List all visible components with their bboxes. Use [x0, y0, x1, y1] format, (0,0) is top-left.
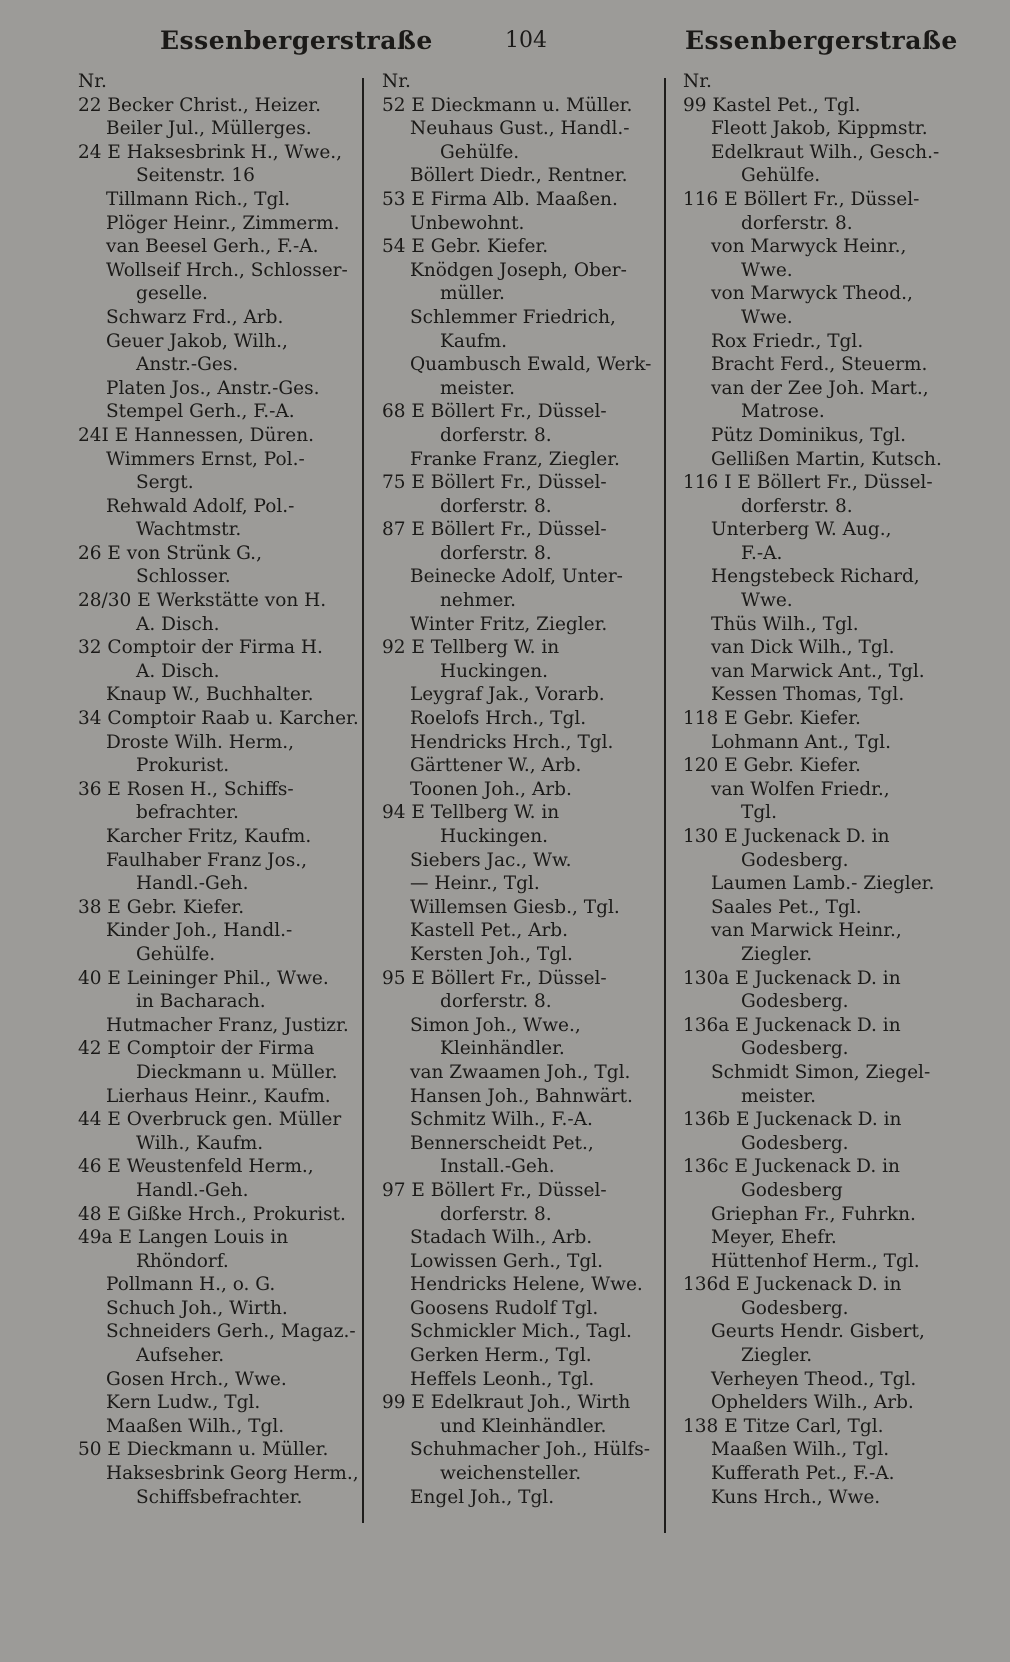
directory-entry-line: Sergt. [136, 472, 194, 494]
directory-entry-line: Hutmacher Franz, Justizr. [106, 1014, 349, 1036]
directory-entry-line: van Marwick Ant., Tgl. [711, 660, 925, 682]
directory-entry-line: Hüttenhof Herm., Tgl. [711, 1250, 920, 1272]
directory-entry-line: Droste Wilh. Herm., [106, 731, 294, 753]
directory-entry-line: 48 E Gißke Hrch., Prokurist. [78, 1203, 346, 1225]
directory-entry-line: van Beesel Gerh., F.-A. [106, 236, 319, 258]
directory-entry-line: 52 E Dieckmann u. Müller. [382, 94, 633, 116]
directory-entry-line: dorferstr. 8. [440, 991, 552, 1013]
directory-entry-line: befrachter. [136, 802, 239, 824]
directory-entry-line: 32 Comptoir der Firma H. [78, 637, 323, 659]
directory-entry-line: meister. [741, 1085, 816, 1107]
directory-entry-line: Roelofs Hrch., Tgl. [410, 708, 587, 730]
directory-entry-line: Ophelders Wilh., Arb. [711, 1392, 914, 1414]
directory-entry-line: Bennerscheidt Pet., [410, 1132, 594, 1154]
directory-entry-line: Matrose. [741, 401, 825, 423]
column-divider [664, 78, 666, 1533]
directory-entry-line: Stempel Gerh., F.-A. [106, 401, 295, 423]
directory-entry-line: Hendricks Helene, Wwe. [410, 1274, 643, 1296]
directory-entry-line: Gehülfe. [136, 943, 216, 965]
directory-entry-line: Griephan Fr., Fuhrkn. [711, 1203, 916, 1225]
directory-entry-line: Kinder Joh., Handl.- [106, 920, 293, 942]
directory-entry-line: Install.-Geh. [440, 1156, 555, 1178]
directory-entry-line: A. Disch. [136, 613, 220, 635]
directory-entry-line: Dieckmann u. Müller. [136, 1061, 338, 1083]
directory-entry-line: Thüs Wilh., Tgl. [711, 613, 859, 635]
directory-entry-line: Handl.-Geh. [136, 1179, 249, 1201]
directory-entry-line: Lohmann Ant., Tgl. [711, 731, 891, 753]
directory-entry-line: Wollseif Hrch., Schlosser- [106, 259, 348, 281]
directory-entry-line: Beinecke Adolf, Unter- [410, 566, 623, 588]
directory-entry-line: 68 E Böllert Fr., Düssel- [382, 401, 607, 423]
directory-entry-line: 130a E Juckenack D. in [683, 967, 901, 989]
directory-entry-line: 44 E Overbruck gen. Müller [78, 1109, 342, 1131]
column-1 [78, 70, 360, 1509]
directory-entry-line: Leygraf Jak., Vorarb. [410, 684, 605, 706]
directory-entry-line: Neuhaus Gust., Handl.- [410, 118, 630, 140]
directory-entry-line: Schuhmacher Joh., Hülfs- [410, 1439, 650, 1461]
directory-entry-line: Wimmers Ernst, Pol.- [106, 448, 305, 470]
directory-entry-line: Kastell Pet., Arb. [410, 920, 569, 942]
directory-entry-line: Godesberg. [741, 1132, 849, 1154]
directory-entry-line: Lowissen Gerh., Tgl. [410, 1250, 604, 1272]
directory-entry-line: van Wolfen Friedr., [711, 778, 890, 800]
directory-entry-line: 38 E Gebr. Kiefer. [78, 896, 245, 918]
directory-entry-line: Siebers Jac., Ww. [410, 849, 572, 871]
directory-entry-line: Kern Ludw., Tgl. [106, 1392, 261, 1414]
column-2 [382, 70, 665, 1509]
directory-entry-line: Fleott Jakob, Kippmstr. [711, 118, 928, 140]
directory-entry-line: Plöger Heinr., Zimmerm. [106, 212, 340, 234]
directory-entry-line: 46 E Weustenfeld Herm., [78, 1156, 314, 1178]
directory-entry-line: Anstr.-Ges. [136, 354, 239, 376]
directory-entry-line: nehmer. [440, 590, 516, 612]
directory-entry-line: 75 E Böllert Fr., Düssel- [382, 472, 607, 494]
directory-entry-line: A. Disch. [136, 660, 220, 682]
directory-entry-line: dorferstr. 8. [741, 495, 853, 517]
directory-entry-line: Kleinhändler. [440, 1038, 565, 1060]
directory-entry-line: F.-A. [741, 542, 783, 564]
directory-entry-line: 26 E von Strünk G., [78, 542, 262, 564]
directory-entry-line: 99 Kastel Pet., Tgl. [683, 94, 861, 116]
column-3 [683, 70, 973, 1509]
directory-entry-line: 24I E Hannessen, Düren. [78, 424, 315, 446]
directory-entry-line: Kaufm. [440, 330, 508, 352]
directory-entry-line: 22 Becker Christ., Heizer. [78, 94, 321, 116]
directory-entry-line: Hendricks Hrch., Tgl. [410, 731, 614, 753]
directory-entry-line: Tgl. [741, 802, 777, 824]
directory-entry-line: Laumen Lamb.- Ziegler. [711, 873, 935, 895]
directory-entry-line: Heffels Leonh., Tgl. [410, 1368, 595, 1390]
directory-entry-line: meister. [440, 377, 515, 399]
directory-entry-line: Knödgen Joseph, Ober- [410, 259, 627, 281]
directory-entry-line: — Heinr., Tgl. [410, 873, 540, 895]
directory-entry-line: in Bacharach. [136, 991, 266, 1013]
directory-entry-line: von Marwyck Theod., [711, 283, 913, 305]
number-column-label: Nr. [683, 71, 712, 92]
directory-entry-line: Quambusch Ewald, Werk- [410, 354, 652, 376]
directory-entry-line: Saales Pet., Tgl. [711, 896, 862, 918]
directory-entry-line: Godesberg. [741, 849, 849, 871]
directory-entry-line: Böllert Diedr., Rentner. [410, 165, 628, 187]
directory-entry-line: Schmitz Wilh., F.-A. [410, 1109, 593, 1131]
directory-entry-line: 136c E Juckenack D. in [683, 1156, 900, 1178]
directory-entry-line: van Zwaamen Joh., Tgl. [410, 1061, 631, 1083]
directory-entry-line: Godesberg [741, 1179, 843, 1201]
directory-entry-line: Geurts Hendr. Gisbert, [711, 1321, 925, 1343]
directory-entry-line: Gehülfe. [440, 141, 520, 163]
directory-entry-line: Meyer, Ehefr. [711, 1227, 837, 1249]
directory-entry-line: Godesberg. [741, 991, 849, 1013]
directory-entry-line: 87 E Böllert Fr., Düssel- [382, 519, 607, 541]
directory-entry-line: Engel Joh., Tgl. [410, 1486, 555, 1508]
directory-entry-line: Karcher Fritz, Kaufm. [106, 826, 312, 847]
directory-entry-line: Stadach Wilh., Arb. [410, 1227, 593, 1249]
directory-entry-line: Godesberg. [741, 1038, 849, 1060]
directory-entry-line: Schiffsbefrachter. [136, 1486, 303, 1508]
directory-entry-line: Kersten Joh., Tgl. [410, 943, 573, 965]
directory-entry-line: 118 E Gebr. Kiefer. [683, 708, 861, 730]
page-number: 104 [505, 28, 547, 53]
directory-entry-line: Geuer Jakob, Wilh., [106, 330, 288, 352]
directory-entry-line: 136d E Juckenack D. in [683, 1274, 902, 1296]
directory-entry-line: und Kleinhändler. [440, 1415, 607, 1437]
directory-entry-line: Gerken Herm., Tgl. [410, 1345, 592, 1367]
directory-entry-line: Simon Joh., Wwe., [410, 1014, 581, 1036]
directory-entry-line: 95 E Böllert Fr., Düssel- [382, 967, 607, 989]
directory-entry-line: van der Zee Joh. Mart., [711, 377, 929, 399]
directory-entry-line: Gellißen Martin, Kutsch. [711, 448, 942, 470]
directory-entry-line: 24 E Haksesbrink H., Wwe., [78, 141, 343, 163]
directory-entry-line: 28/30 E Werkstätte von H. [78, 590, 327, 612]
directory-entry-line: Gosen Hrch., Wwe. [106, 1368, 287, 1390]
directory-entry-line: Ziegler. [741, 1345, 813, 1367]
directory-entry-line: Schmidt Simon, Ziegel- [711, 1061, 931, 1083]
directory-entry-line: Hansen Joh., Bahnwärt. [410, 1085, 633, 1107]
directory-entry-line: Schneiders Gerh., Magaz.- [106, 1321, 356, 1343]
directory-entry-line: dorferstr. 8. [440, 542, 552, 564]
directory-entry-line: Maaßen Wilh., Tgl. [711, 1439, 890, 1461]
directory-entry-line: Lierhaus Heinr., Kaufm. [106, 1085, 331, 1107]
directory-entry-line: Schuch Joh., Wirth. [106, 1297, 288, 1319]
directory-entry-line: Schwarz Frd., Arb. [106, 306, 284, 328]
directory-entry-line: dorferstr. 8. [440, 1203, 552, 1225]
directory-entry-line: dorferstr. 8. [741, 212, 853, 234]
directory-entry-line: 34 Comptoir Raab u. Karcher. [78, 708, 359, 730]
directory-entry-line: 138 E Titze Carl, Tgl. [683, 1415, 884, 1437]
directory-entry-line: Wwe. [741, 259, 793, 281]
directory-entry-line: Schlemmer Friedrich, [410, 306, 616, 328]
directory-entry-line: Huckingen. [440, 660, 549, 682]
directory-entry-line: Wachtmstr. [136, 519, 242, 541]
number-column-label: Nr. [382, 71, 411, 92]
directory-entry-line: Godesberg. [741, 1297, 849, 1319]
directory-entry-line: Gehülfe. [741, 165, 821, 187]
directory-entry-line: Pütz Dominikus, Tgl. [711, 424, 907, 446]
directory-entry-line: 42 E Comptoir der Firma [78, 1038, 315, 1060]
directory-entry-line: Pollmann H., o. G. [106, 1274, 276, 1296]
directory-entry-line: Rehwald Adolf, Pol.- [106, 495, 295, 517]
directory-entry-line: Toonen Joh., Arb. [410, 778, 572, 800]
directory-entry-line: Faulhaber Franz Jos., [106, 849, 307, 871]
directory-entry-line: Unbewohnt. [410, 212, 525, 234]
running-head-right: Essenbergerstraße [685, 26, 958, 55]
directory-entry-line: Schlosser. [136, 566, 231, 588]
directory-entry-line: Ziegler. [741, 943, 813, 965]
directory-entry-line: Aufseher. [136, 1345, 225, 1367]
directory-entry-line: 50 E Dieckmann u. Müller. [78, 1439, 329, 1461]
directory-entry-line: Knaup W., Buchhalter. [106, 684, 314, 706]
page-header [0, 26, 1010, 66]
directory-entry-line: 94 E Tellberg W. in [382, 802, 560, 824]
directory-entry-line: Schmickler Mich., Tagl. [410, 1321, 632, 1343]
directory-entry-line: 49a E Langen Louis in [78, 1227, 289, 1249]
directory-entry-line: 99 E Edelkraut Joh., Wirth [382, 1392, 631, 1414]
directory-entry-line: Gärttener W., Arb. [410, 755, 582, 777]
directory-entry-line: Kuns Hrch., Wwe. [711, 1486, 881, 1508]
directory-entry-line: dorferstr. 8. [440, 495, 552, 517]
directory-entry-line: Hengstebeck Richard, [711, 566, 920, 588]
directory-entry-line: Rhöndorf. [136, 1250, 229, 1272]
directory-entry-line: 97 E Böllert Fr., Düssel- [382, 1179, 607, 1201]
directory-entry-line: Kufferath Pet., F.-A. [711, 1463, 895, 1485]
directory-entry-line: geselle. [136, 283, 208, 305]
directory-entry-line: Tillmann Rich., Tgl. [106, 188, 291, 210]
directory-entry-line: Edelkraut Wilh., Gesch.- [711, 141, 940, 163]
directory-entry-line: Franke Franz, Ziegler. [410, 448, 620, 470]
directory-entry-line: 136b E Juckenack D. in [683, 1109, 902, 1131]
directory-entry-line: Willemsen Giesb., Tgl. [410, 896, 620, 918]
directory-entry-line: von Marwyck Heinr., [711, 236, 907, 258]
column-divider [362, 78, 364, 1523]
running-head-left: Essenbergerstraße [160, 26, 433, 55]
directory-entry-line: 40 E Leininger Phil., Wwe. [78, 967, 329, 989]
directory-entry-line: van Dick Wilh., Tgl. [711, 637, 895, 659]
directory-entry-line: Unterberg W. Aug., [711, 519, 892, 541]
directory-entry-line: 36 E Rosen H., Schiffs- [78, 778, 294, 800]
directory-entry-line: Rox Friedr., Tgl. [711, 330, 864, 352]
directory-entry-line: Prokurist. [136, 755, 230, 777]
directory-entry-line: van Marwick Heinr., [711, 920, 902, 942]
directory-entry-line: Verheyen Theod., Tgl. [711, 1368, 917, 1390]
directory-entry-line: Wwe. [741, 306, 793, 328]
directory-entry-line: 120 E Gebr. Kiefer. [683, 755, 861, 777]
directory-entry-line: 116 I E Böllert Fr., Düssel- [683, 472, 933, 494]
directory-entry-line: Beiler Jul., Müllerges. [106, 118, 312, 140]
directory-entry-line: Maaßen Wilh., Tgl. [106, 1415, 285, 1437]
directory-entry-line: 130 E Juckenack D. in [683, 826, 890, 847]
directory-entry-line: Kessen Thomas, Tgl. [711, 684, 905, 706]
directory-entry-line: Goosens Rudolf Tgl. [410, 1297, 599, 1319]
directory-entry-line: 54 E Gebr. Kiefer. [382, 236, 549, 258]
directory-entry-line: Winter Fritz, Ziegler. [410, 613, 608, 635]
directory-entry-line: Handl.-Geh. [136, 873, 249, 895]
directory-entry-line: Platen Jos., Anstr.-Ges. [106, 377, 320, 399]
directory-entry-line: Huckingen. [440, 826, 549, 847]
directory-entry-line: dorferstr. 8. [440, 424, 552, 446]
directory-entry-line: müller. [440, 283, 505, 305]
directory-entry-line: 92 E Tellberg W. in [382, 637, 560, 659]
number-column-label: Nr. [78, 71, 107, 92]
directory-entry-line: 136a E Juckenack D. in [683, 1014, 901, 1036]
directory-entry-line: 116 E Böllert Fr., Düssel- [683, 188, 920, 210]
directory-entry-line: weichensteller. [440, 1463, 582, 1485]
directory-entry-line: Bracht Ferd., Steuerm. [711, 354, 928, 376]
directory-entry-line: Wwe. [741, 590, 793, 612]
directory-entry-line: 53 E Firma Alb. Maaßen. [382, 188, 618, 210]
directory-entry-line: Haksesbrink Georg Herm., [106, 1463, 359, 1485]
directory-entry-line: Wilh., Kaufm. [136, 1132, 264, 1154]
directory-entry-line: Seitenstr. 16 [136, 165, 255, 187]
